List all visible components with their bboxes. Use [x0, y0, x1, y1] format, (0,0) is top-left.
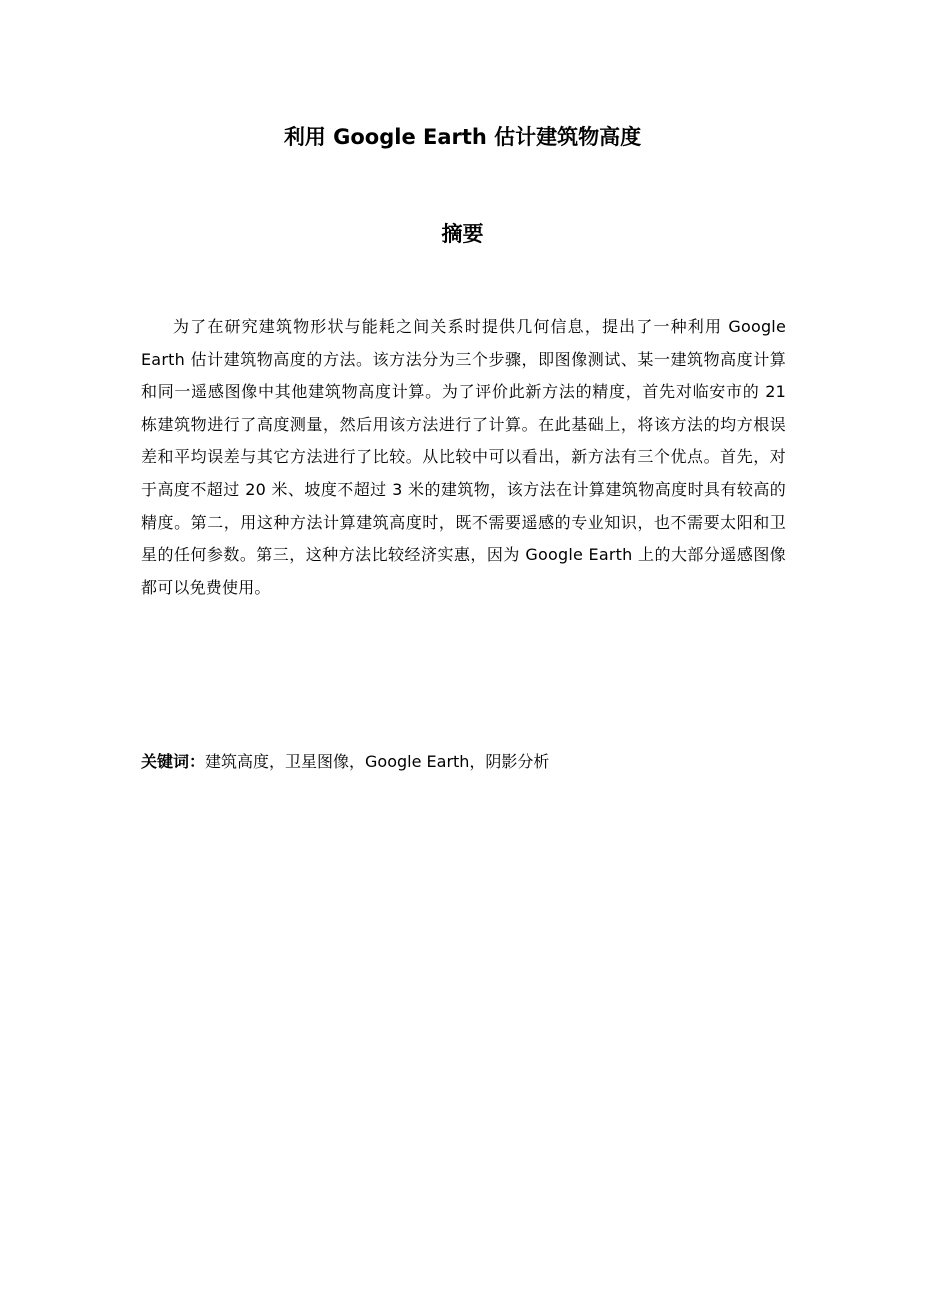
keywords-text: 建筑高度，卫星图像，Google Earth，阴影分析 [205, 752, 550, 771]
abstract-heading: 摘要 [441, 222, 484, 246]
keywords-line [141, 747, 786, 777]
document-title: 利用 Google Earth 估计建筑物高度 [283, 125, 642, 149]
abstract-paragraph: 为了在研究建筑物形状与能耗之间关系时提供几何信息，提出了一种利用 Google Earth 估计建筑物高度的方法。该方法分为三个步骤，即图像测试、某一建筑物高度计算和同一遥感图像中其他建筑物高度计算。为了评价此新方法的精度，首先对临安市的 21 栋建筑物进行了高度测量，然后用该方法进行了计算。在此基础上，将该方法的均方根误差和平均误差与其它方法进行了比较。从比较中可以看出，新方法有三个优点。首先，对于高度不超过 20 米、坡度不超过 3 米的建筑物，该方法在计算建筑物高度时具有较高的精度。第二，用这种方法计算建筑高度时，既不需要遥感的专业知识，也不需要太阳和卫星的任何参数。第三，这种方法比较经济实惠，因为 Google Earth 上的大部分遥感图像都可以免费使用。 [141, 317, 786, 597]
keywords-label: 关键词： [141, 752, 206, 771]
